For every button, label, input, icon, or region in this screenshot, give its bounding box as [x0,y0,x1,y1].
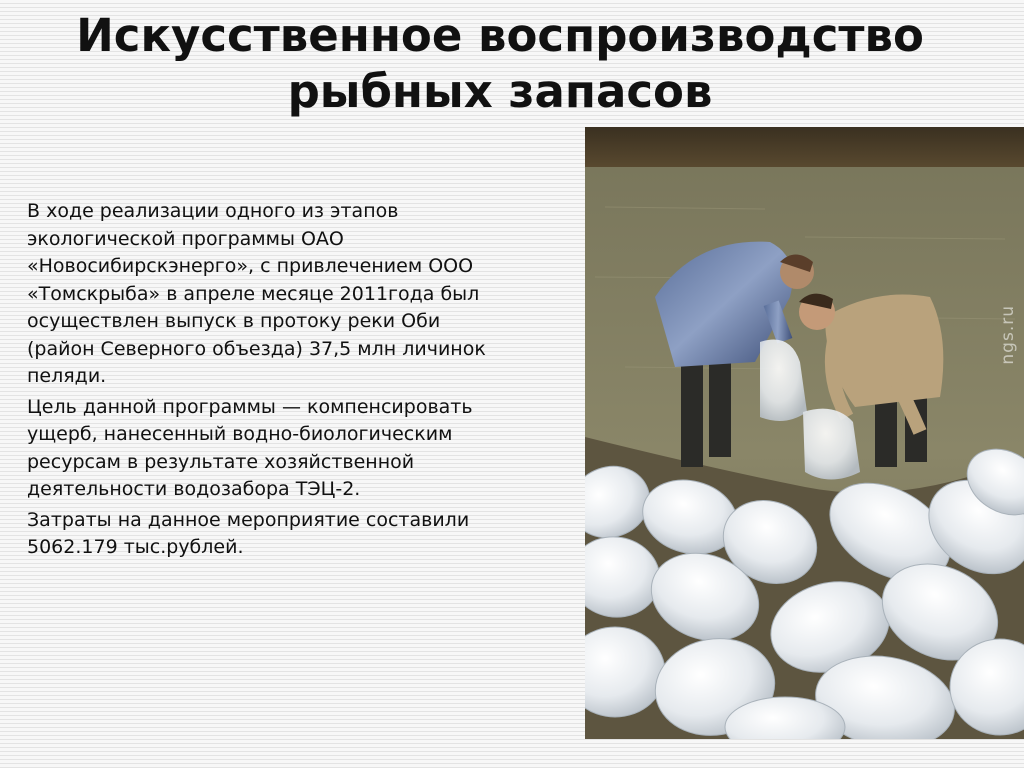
text-line: осуществлен выпуск в протоку реки Оби [27,310,441,332]
title-line: Искусственное воспроизводство [76,9,924,62]
text-line: (район Северного объезда) 37,5 млн личинок [27,337,486,360]
fish-release-photo [585,127,1024,739]
paragraph-costs [27,507,587,562]
photo-illustration [585,127,1024,739]
paragraph-release [27,198,587,391]
body-text [27,198,587,565]
photo-watermark: ngs.ru [998,305,1018,365]
text-line: Затраты на данное мероприятие составили [27,508,470,531]
text-line: «Новосибирскэнерго», с привлечением ООО [27,255,474,277]
text-line: «Томскрыба» в апреле месяце 2011года был [27,282,480,305]
text-line: 5062.179 тыс.рублей. [27,536,244,558]
title-line: рыбных запасов [287,65,713,118]
text-line: В ходе реализации одного из этапов [27,200,399,222]
text-line: деятельности водозабора ТЭЦ-2. [27,478,361,500]
text-line: пеляди. [27,365,107,387]
text-line: Цель данной программы — компенсировать [27,395,473,418]
slide-title [0,8,1000,120]
text-line: экологической программы ОАО [27,227,344,250]
text-line: ущерб, нанесенный водно-биологическим [27,423,453,445]
text-line: ресурсам в результате хозяйственной [27,450,415,473]
far-bank [585,127,1024,169]
paragraph-goal [27,394,587,504]
